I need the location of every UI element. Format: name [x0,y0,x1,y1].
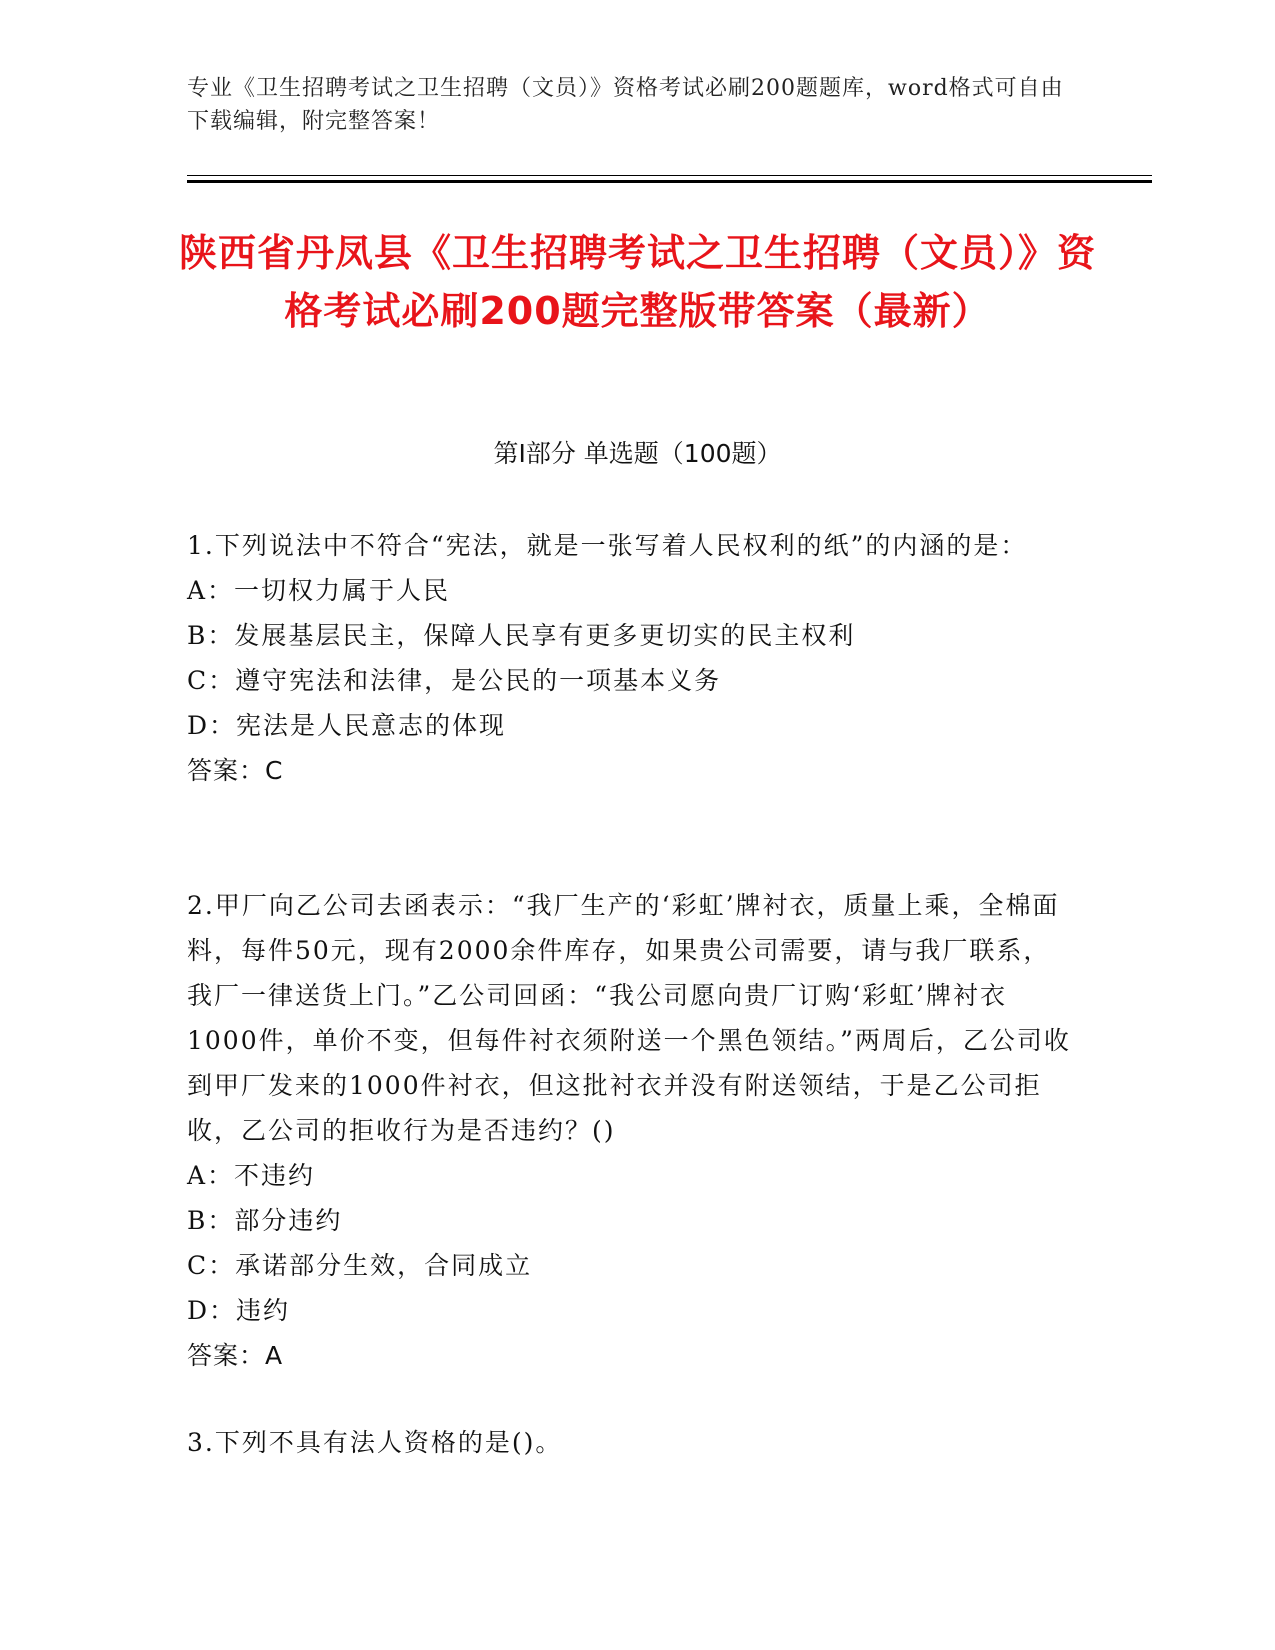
question-text: 1.下列说法中不符合“宪法，就是一张写着人民权利的纸”的内涵的是： [187,531,1028,560]
question-3 [187,1420,1077,1465]
option-c: C：遵守宪法和法律，是公民的一项基本义务 [187,666,722,695]
option-b: B：部分违约 [187,1206,343,1235]
document-title: 陕西省丹凤县《卫生招聘考试之卫生招聘（文员）》资格考试必刷200题完整版带答案（最新） [178,231,1096,333]
answer: 答案：C [187,756,284,785]
question-2 [187,883,1077,1378]
answer: 答案：A [187,1341,284,1370]
option-c: C：承诺部分生效，合同成立 [187,1251,533,1280]
section-heading: 第I部分 单选题（100题） [493,439,782,468]
option-a: A：不违约 [187,1161,316,1190]
option-d: D：违约 [187,1296,291,1325]
header-divider-thick [187,180,1152,183]
header-note: 专业《卫生招聘考试之卫生招聘（文员）》资格考试必刷200题题库，word格式可自由下载编辑，附完整答案！ [187,76,1064,134]
option-d: D：宪法是人民意志的体现 [187,711,507,740]
question-text: 3.下列不具有法人资格的是()。 [187,1428,563,1457]
option-b: B：发展基层民主，保障人民享有更多更切实的民主权利 [187,621,856,650]
header-divider-thin [187,175,1152,176]
option-a: A：一切权力属于人民 [187,576,451,605]
question-text: 2.甲厂向乙公司去函表示：“我厂生产的‘彩虹’牌衬衣，质量上乘，全棉面料，每件50元，现有2000余件库存，如果贵公司需要，请与我厂联系，我厂一律送货上门。”乙公司回函：“我公司愿向贵厂订购‘彩虹’牌衬衣1000件，单价不变，但每件衬衣须附送一个黑色领结。”两周后，乙公司收到甲厂发来的1000件衬衣，但这批衬衣并没有附送领结，于是乙公司拒收，乙公司的拒收行为是否违约？() [187,891,1071,1145]
question-1 [187,523,1077,793]
